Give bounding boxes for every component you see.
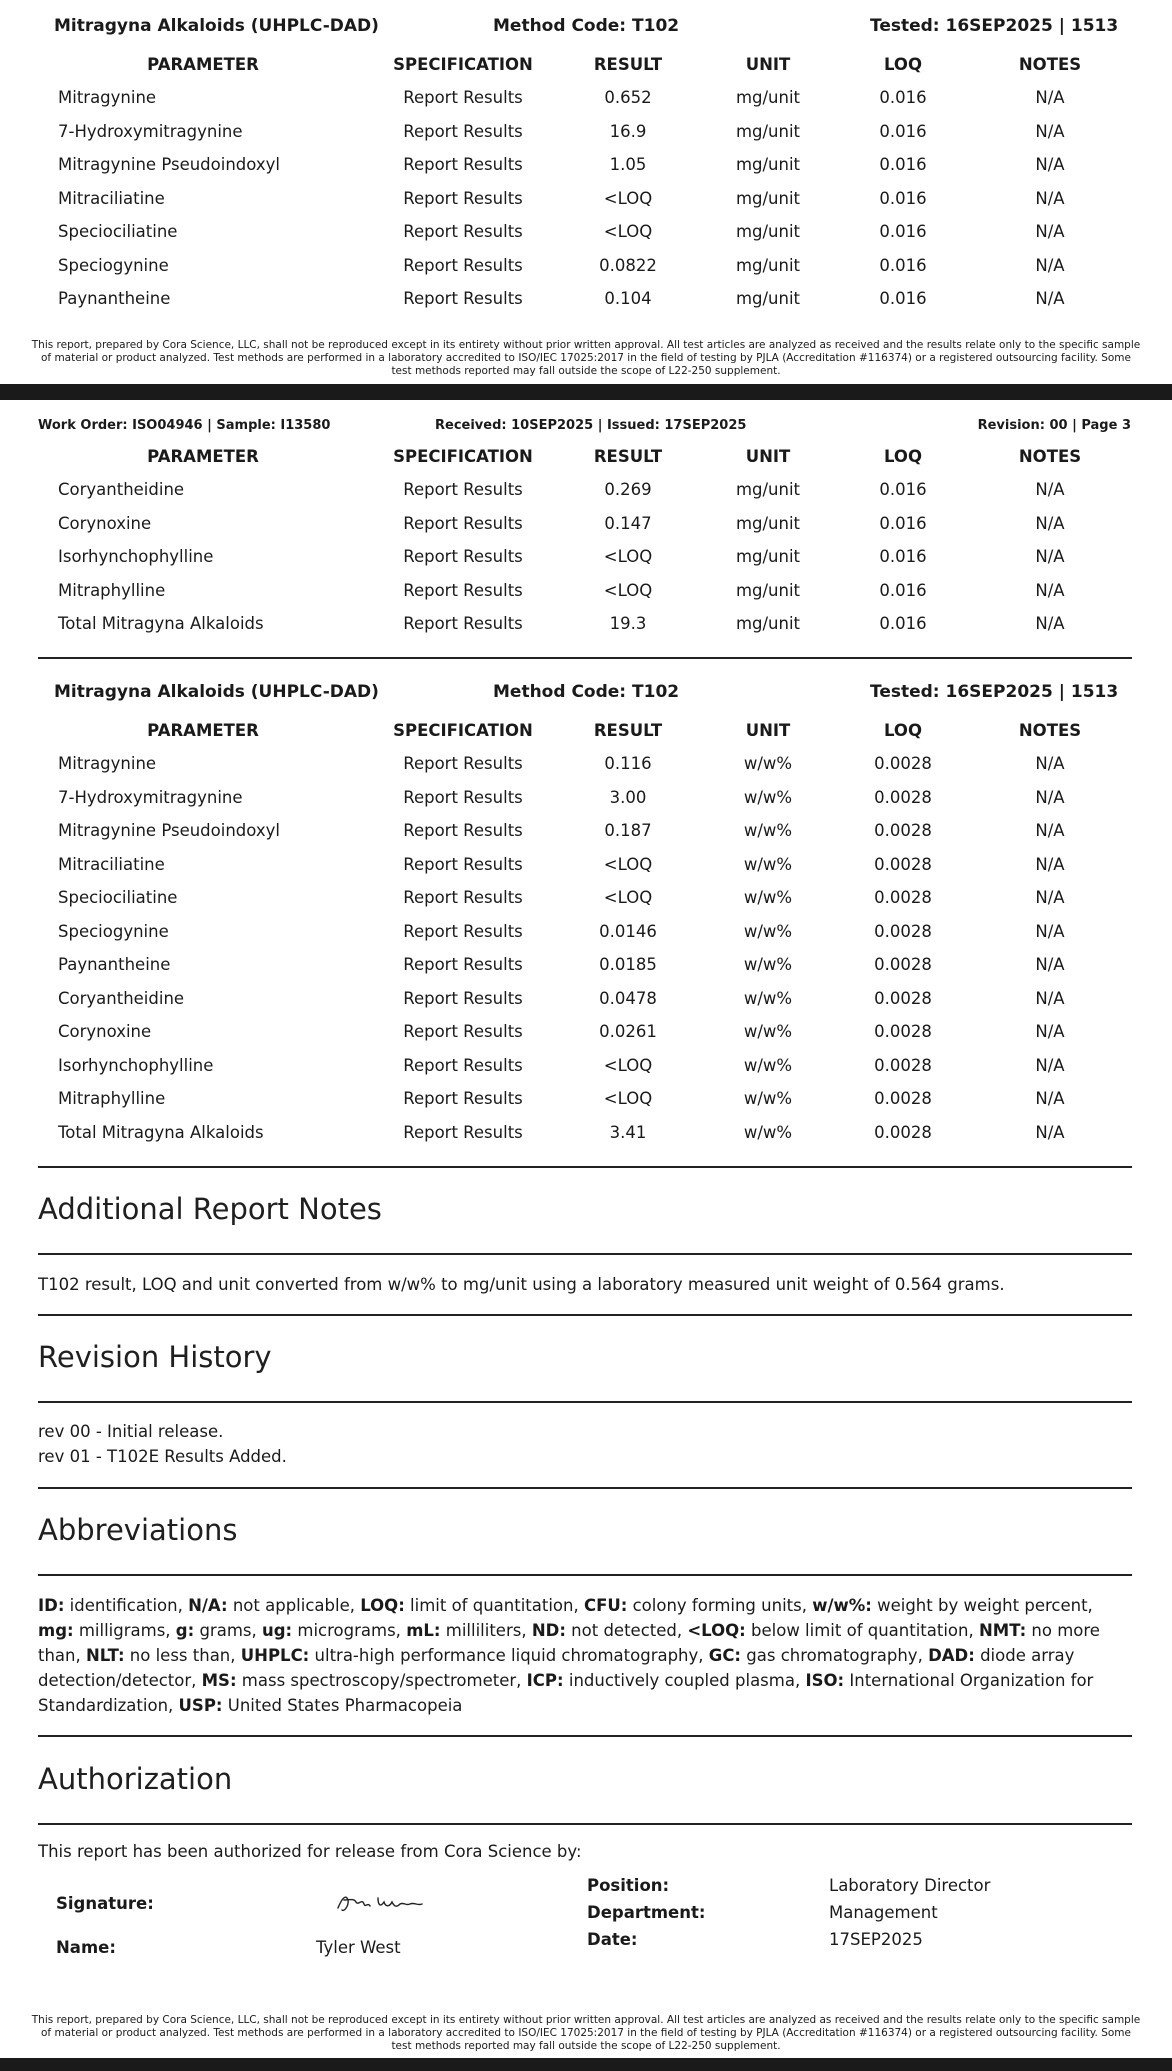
cell-notes: N/A — [1035, 1089, 1065, 1109]
cell-specification: Report Results — [403, 888, 523, 908]
table-row — [38, 473, 1132, 507]
table-row — [38, 948, 1132, 982]
cell-result: <LOQ — [603, 188, 653, 208]
cell-notes: N/A — [1035, 1122, 1065, 1142]
notes-text: T102 result, LOQ and unit converted from w/w% to mg/unit using a laboratory measured unit weight of 0.564 grams. — [38, 1275, 1005, 1294]
disclaimer-bottom: This report, prepared by Cora Science, LLC, shall not be reproduced except in its entirety without prior written approval. All test articles are analyzed as received and the results relate only to the specific sample of material or product analyzed. Test methods are performed in a laboratory accredited to ISO/IEC 17025:2017 in the field of testing by PJLA (Accreditation #116374) or a registered outsourcing facility. Some test methods reported may fall outside the scope of L22-250 supplement. — [31, 2014, 1141, 2052]
notes-heading: Additional Report Notes — [38, 1192, 382, 1226]
abbr-definition: identification, — [64, 1596, 189, 1615]
cell-unit: w/w% — [743, 754, 793, 774]
name-value: Tyler West — [316, 1938, 401, 1957]
cell-result: 3.41 — [609, 1122, 647, 1142]
cell-unit: mg/unit — [735, 88, 801, 108]
cell-unit: mg/unit — [735, 188, 801, 208]
abbr-term: LOQ: — [360, 1596, 405, 1615]
cell-result: 0.0261 — [599, 1022, 657, 1042]
abbreviations-heading: Abbreviations — [38, 1513, 238, 1547]
cell-result: 0.104 — [604, 289, 652, 309]
col-header-notes: NOTES — [1018, 721, 1082, 740]
revision-page: Revision: 00 | Page 3 — [977, 418, 1131, 433]
abbr-term: ID: — [38, 1596, 65, 1615]
abbr-definition: not applicable, — [227, 1596, 361, 1615]
table-row — [38, 249, 1132, 283]
cell-parameter: Mitragynine Pseudoindoxyl — [58, 821, 280, 841]
cell-parameter: Mitraciliatine — [58, 188, 165, 208]
revision-heading: Revision History — [38, 1340, 272, 1374]
col-header-result: RESULT — [593, 721, 663, 740]
cell-unit: w/w% — [743, 921, 793, 941]
abbr-term: ICP: — [526, 1671, 564, 1690]
abbr-definition: limit of quantitation, — [404, 1596, 584, 1615]
cell-specification: Report Results — [403, 547, 523, 567]
table-row — [38, 282, 1132, 316]
cell-loq: 0.0028 — [874, 821, 932, 841]
cell-result: 0.0185 — [599, 955, 657, 975]
abbr-term: NLT: — [86, 1646, 125, 1665]
col-header-specification: SPECIFICATION — [393, 721, 533, 740]
section1-title: Mitragyna Alkaloids (UHPLC-DAD) — [54, 16, 379, 36]
cell-parameter: Coryantheidine — [58, 480, 185, 500]
cell-parameter: Speciociliatine — [58, 888, 178, 908]
cell-specification: Report Results — [403, 988, 523, 1008]
col-header-specification: SPECIFICATION — [393, 447, 533, 466]
divider — [38, 1166, 1132, 1168]
cell-result: 0.269 — [604, 480, 652, 500]
col-header-unit: UNIT — [745, 721, 791, 740]
divider — [38, 1487, 1132, 1489]
cell-notes: N/A — [1035, 955, 1065, 975]
cell-notes: N/A — [1035, 513, 1065, 533]
col-header-loq: LOQ — [884, 721, 922, 740]
revision-entries — [38, 1419, 1132, 1469]
divider — [38, 657, 1132, 659]
abbr-definition: micrograms, — [292, 1621, 407, 1640]
cell-specification: Report Results — [403, 955, 523, 975]
divider — [38, 1401, 1132, 1403]
cell-specification: Report Results — [403, 255, 523, 275]
cell-unit: mg/unit — [735, 580, 801, 600]
department-value: Management — [829, 1903, 938, 1922]
cell-specification: Report Results — [403, 921, 523, 941]
table-row — [38, 1082, 1132, 1116]
cell-loq: 0.016 — [879, 547, 927, 567]
cell-parameter: Paynantheine — [58, 289, 171, 309]
cell-loq: 0.016 — [879, 480, 927, 500]
abbr-definition: below limit of quantitation, — [745, 1621, 979, 1640]
col-header-unit: UNIT — [745, 55, 791, 74]
section2-tested: Tested: 16SEP2025 | 1513 — [870, 682, 1119, 702]
cell-parameter: Isorhynchophylline — [58, 1055, 214, 1075]
table-row — [38, 982, 1132, 1016]
cell-result: <LOQ — [603, 580, 653, 600]
cell-notes: N/A — [1035, 787, 1065, 807]
section1-tested: Tested: 16SEP2025 | 1513 — [870, 16, 1119, 36]
position-label: Position: — [587, 1876, 670, 1895]
disclaimer-top: This report, prepared by Cora Science, LLC, shall not be reproduced except in its entirety without prior written approval. All test articles are analyzed as received and the results relate only to the specific sample of material or product analyzed. Test methods are performed in a laboratory accredited to ISO/IEC 17025:2017 in the field of testing by PJLA (Accreditation #116374) or a registered outsourcing facility. Some test methods reported may fall outside the scope of L22-250 supplement. — [31, 339, 1141, 377]
col-header-result: RESULT — [593, 55, 663, 74]
abbr-term: UHPLC: — [240, 1646, 310, 1665]
cell-parameter: Corynoxine — [58, 1022, 152, 1042]
cell-loq: 0.0028 — [874, 921, 932, 941]
abbr-term: <LOQ: — [687, 1621, 746, 1640]
col-header-unit: UNIT — [745, 447, 791, 466]
position-value: Laboratory Director — [829, 1876, 991, 1895]
cell-loq: 0.0028 — [874, 754, 932, 774]
section1-header — [0, 12, 1172, 42]
table-row — [38, 881, 1132, 915]
cell-unit: mg/unit — [735, 121, 801, 141]
abbr-definition: diode array detection/detector, — [38, 1646, 1075, 1690]
cell-unit: w/w% — [743, 955, 793, 975]
revision-entry: rev 00 - Initial release. — [38, 1422, 224, 1441]
cell-notes: N/A — [1035, 614, 1065, 634]
abbr-definition: milligrams, — [73, 1621, 176, 1640]
cell-notes: N/A — [1035, 188, 1065, 208]
cell-loq: 0.0028 — [874, 1089, 932, 1109]
cell-unit: mg/unit — [735, 513, 801, 533]
cell-loq: 0.016 — [879, 222, 927, 242]
table-row — [38, 1049, 1132, 1083]
cell-parameter: Mitragynine Pseudoindoxyl — [58, 155, 280, 175]
cell-result: 0.0478 — [599, 988, 657, 1008]
cell-notes: N/A — [1035, 480, 1065, 500]
cell-result: <LOQ — [603, 547, 653, 567]
cell-notes: N/A — [1035, 921, 1065, 941]
revision-entry: rev 01 - T102E Results Added. — [38, 1447, 287, 1466]
signature-image — [334, 1888, 424, 1918]
abbr-term: DAD: — [928, 1646, 975, 1665]
cell-parameter: Corynoxine — [58, 513, 152, 533]
cell-parameter: Speciociliatine — [58, 222, 178, 242]
cell-notes: N/A — [1035, 1022, 1065, 1042]
cell-result: <LOQ — [603, 888, 653, 908]
cell-unit: w/w% — [743, 787, 793, 807]
cell-notes: N/A — [1035, 547, 1065, 567]
table-row — [38, 915, 1132, 949]
abbr-term: MS: — [201, 1671, 237, 1690]
cell-parameter: Total Mitragyna Alkaloids — [58, 614, 264, 634]
authorization-intro: This report has been authorized for release from Cora Science by: — [38, 1842, 582, 1861]
cell-loq: 0.016 — [879, 614, 927, 634]
cell-specification: Report Results — [403, 188, 523, 208]
abbr-definition: no less than, — [124, 1646, 241, 1665]
received-issued: Received: 10SEP2025 | Issued: 17SEP2025 — [435, 418, 747, 433]
cell-unit: w/w% — [743, 1022, 793, 1042]
table-row — [38, 1015, 1132, 1049]
abbr-term: mL: — [406, 1621, 441, 1640]
abbr-definition: inductively coupled plasma, — [563, 1671, 806, 1690]
cell-notes: N/A — [1035, 854, 1065, 874]
divider — [38, 1735, 1132, 1737]
cell-unit: mg/unit — [735, 155, 801, 175]
cell-parameter: Mitragynine — [58, 88, 157, 108]
cell-unit: mg/unit — [735, 480, 801, 500]
table-row — [38, 182, 1132, 216]
cell-loq: 0.0028 — [874, 888, 932, 908]
abbr-term: GC: — [708, 1646, 742, 1665]
abbr-term: mg: — [38, 1621, 74, 1640]
divider — [38, 1574, 1132, 1576]
table-row — [38, 115, 1132, 149]
cell-specification: Report Results — [403, 480, 523, 500]
abbr-definition: International Organization for Standardization, — [38, 1671, 1094, 1715]
abbr-definition: United States Pharmacopeia — [222, 1696, 463, 1715]
cell-result: <LOQ — [603, 1089, 653, 1109]
abbr-definition: no more than, — [38, 1621, 1100, 1665]
cell-specification: Report Results — [403, 155, 523, 175]
abbr-definition: weight by weight percent, — [871, 1596, 1093, 1615]
section2-method: Method Code: T102 — [493, 682, 680, 702]
cell-result: 3.00 — [609, 787, 647, 807]
col-header-notes: NOTES — [1018, 447, 1082, 466]
signature-label: Signature: — [56, 1894, 154, 1913]
cell-parameter: Mitraphylline — [58, 1089, 166, 1109]
date-label: Date: — [587, 1930, 638, 1949]
col-header-parameter: PARAMETER — [147, 55, 259, 74]
abbr-term: ISO: — [805, 1671, 845, 1690]
cell-specification: Report Results — [403, 580, 523, 600]
table-row — [38, 574, 1132, 608]
table-row — [38, 1116, 1132, 1150]
cell-specification: Report Results — [403, 222, 523, 242]
col-header-loq: LOQ — [884, 55, 922, 74]
abbr-term: ug: — [262, 1621, 293, 1640]
section1-method: Method Code: T102 — [493, 16, 680, 36]
divider — [38, 1253, 1132, 1255]
table-row — [38, 747, 1132, 781]
cell-loq: 0.016 — [879, 580, 927, 600]
abbr-term: USP: — [178, 1696, 223, 1715]
table-row — [38, 781, 1132, 815]
abbr-term: ND: — [531, 1621, 566, 1640]
col-header-loq: LOQ — [884, 447, 922, 466]
date-value: 17SEP2025 — [829, 1930, 923, 1949]
abbr-definition: gas chromatography, — [741, 1646, 929, 1665]
cell-result: 19.3 — [609, 614, 647, 634]
divider — [38, 1314, 1132, 1316]
cell-unit: w/w% — [743, 1055, 793, 1075]
cell-unit: mg/unit — [735, 547, 801, 567]
table-row — [38, 81, 1132, 115]
abbr-term: w/w%: — [812, 1596, 872, 1615]
cell-parameter: 7-Hydroxymitragynine — [58, 121, 243, 141]
cell-notes: N/A — [1035, 888, 1065, 908]
cell-unit: w/w% — [743, 1089, 793, 1109]
cell-unit: w/w% — [743, 888, 793, 908]
cell-specification: Report Results — [403, 1122, 523, 1142]
cell-loq: 0.016 — [879, 121, 927, 141]
col-header-parameter: PARAMETER — [147, 721, 259, 740]
cell-result: 0.0822 — [599, 255, 657, 275]
cell-loq: 0.0028 — [874, 1055, 932, 1075]
cell-specification: Report Results — [403, 787, 523, 807]
cell-notes: N/A — [1035, 580, 1065, 600]
cell-parameter: Speciogynine — [58, 255, 169, 275]
cell-parameter: Speciogynine — [58, 921, 169, 941]
cell-notes: N/A — [1035, 821, 1065, 841]
cell-result: <LOQ — [603, 1055, 653, 1075]
cell-unit: mg/unit — [735, 614, 801, 634]
page-meta — [0, 418, 1172, 438]
cell-result: <LOQ — [603, 222, 653, 242]
divider — [38, 1823, 1132, 1825]
cell-loq: 0.0028 — [874, 854, 932, 874]
cell-result: 0.116 — [604, 754, 652, 774]
cell-notes: N/A — [1035, 1055, 1065, 1075]
col-header-parameter: PARAMETER — [147, 447, 259, 466]
cell-parameter: Coryantheidine — [58, 988, 185, 1008]
abbr-definition: colony forming units, — [627, 1596, 813, 1615]
cell-notes: N/A — [1035, 255, 1065, 275]
cell-loq: 0.0028 — [874, 787, 932, 807]
cell-result: 1.05 — [609, 155, 647, 175]
cell-notes: N/A — [1035, 289, 1065, 309]
cell-loq: 0.0028 — [874, 1122, 932, 1142]
cell-result: 16.9 — [609, 121, 647, 141]
cell-parameter: Mitraphylline — [58, 580, 166, 600]
cell-unit: w/w% — [743, 854, 793, 874]
section1-table — [38, 48, 1132, 316]
abbr-definition: milliliters, — [440, 1621, 532, 1640]
cell-specification: Report Results — [403, 821, 523, 841]
table-row — [38, 814, 1132, 848]
cell-notes: N/A — [1035, 121, 1065, 141]
cell-specification: Report Results — [403, 1022, 523, 1042]
section2-header — [0, 678, 1172, 708]
cell-parameter: Isorhynchophylline — [58, 547, 214, 567]
cell-result: 0.0146 — [599, 921, 657, 941]
cell-unit: mg/unit — [735, 222, 801, 242]
abbr-term: CFU: — [583, 1596, 628, 1615]
cell-notes: N/A — [1035, 754, 1065, 774]
cell-parameter: 7-Hydroxymitragynine — [58, 787, 243, 807]
table-row — [38, 148, 1132, 182]
cell-loq: 0.016 — [879, 513, 927, 533]
authorization-heading: Authorization — [38, 1762, 233, 1796]
cell-parameter: Mitraciliatine — [58, 854, 165, 874]
cell-loq: 0.016 — [879, 289, 927, 309]
cell-result: 0.187 — [604, 821, 652, 841]
cell-loq: 0.0028 — [874, 988, 932, 1008]
footer-band — [0, 2058, 1172, 2071]
cell-specification: Report Results — [403, 121, 523, 141]
cell-result: <LOQ — [603, 854, 653, 874]
table-row — [38, 507, 1132, 541]
cell-loq: 0.0028 — [874, 955, 932, 975]
cell-specification: Report Results — [403, 88, 523, 108]
work-order: Work Order: ISO04946 | Sample: I13580 — [38, 418, 331, 433]
col-header-result: RESULT — [593, 447, 663, 466]
cell-unit: mg/unit — [735, 255, 801, 275]
cell-specification: Report Results — [403, 513, 523, 533]
cell-loq: 0.0028 — [874, 1022, 932, 1042]
cell-notes: N/A — [1035, 155, 1065, 175]
cell-notes: N/A — [1035, 222, 1065, 242]
name-label: Name: — [56, 1938, 116, 1957]
cell-parameter: Mitragynine — [58, 754, 157, 774]
abbr-term: NMT: — [978, 1621, 1027, 1640]
cell-notes: N/A — [1035, 88, 1065, 108]
cell-result: 0.147 — [604, 513, 652, 533]
page-break-band — [0, 384, 1172, 400]
abbr-definition: mass spectroscopy/spectrometer, — [236, 1671, 527, 1690]
abbr-definition: ultra-high performance liquid chromatography, — [309, 1646, 709, 1665]
table-row — [38, 215, 1132, 249]
cell-loq: 0.016 — [879, 155, 927, 175]
cell-specification: Report Results — [403, 754, 523, 774]
cell-specification: Report Results — [403, 1055, 523, 1075]
cell-unit: mg/unit — [735, 289, 801, 309]
col-header-notes: NOTES — [1018, 55, 1082, 74]
cell-unit: w/w% — [743, 1122, 793, 1142]
col-header-specification: SPECIFICATION — [393, 55, 533, 74]
table-row — [38, 540, 1132, 574]
cell-notes: N/A — [1035, 988, 1065, 1008]
cell-specification: Report Results — [403, 614, 523, 634]
cell-unit: w/w% — [743, 988, 793, 1008]
table-row — [38, 848, 1132, 882]
abbreviations-text — [38, 1593, 1132, 1718]
cell-loq: 0.016 — [879, 255, 927, 275]
section2-title: Mitragyna Alkaloids (UHPLC-DAD) — [54, 682, 379, 702]
cell-loq: 0.016 — [879, 88, 927, 108]
cell-result: 0.652 — [604, 88, 652, 108]
abbr-definition: not detected, — [565, 1621, 688, 1640]
cell-parameter: Total Mitragyna Alkaloids — [58, 1122, 264, 1142]
table-row — [38, 607, 1132, 641]
department-label: Department: — [587, 1903, 706, 1922]
abbr-definition: grams, — [194, 1621, 262, 1640]
abbr-term: N/A: — [188, 1596, 228, 1615]
section1b-table — [38, 440, 1132, 641]
cell-specification: Report Results — [403, 1089, 523, 1109]
cell-specification: Report Results — [403, 289, 523, 309]
cell-parameter: Paynantheine — [58, 955, 171, 975]
cell-unit: w/w% — [743, 821, 793, 841]
cell-specification: Report Results — [403, 854, 523, 874]
section2-table — [38, 714, 1132, 1149]
abbr-term: g: — [175, 1621, 195, 1640]
cell-loq: 0.016 — [879, 188, 927, 208]
